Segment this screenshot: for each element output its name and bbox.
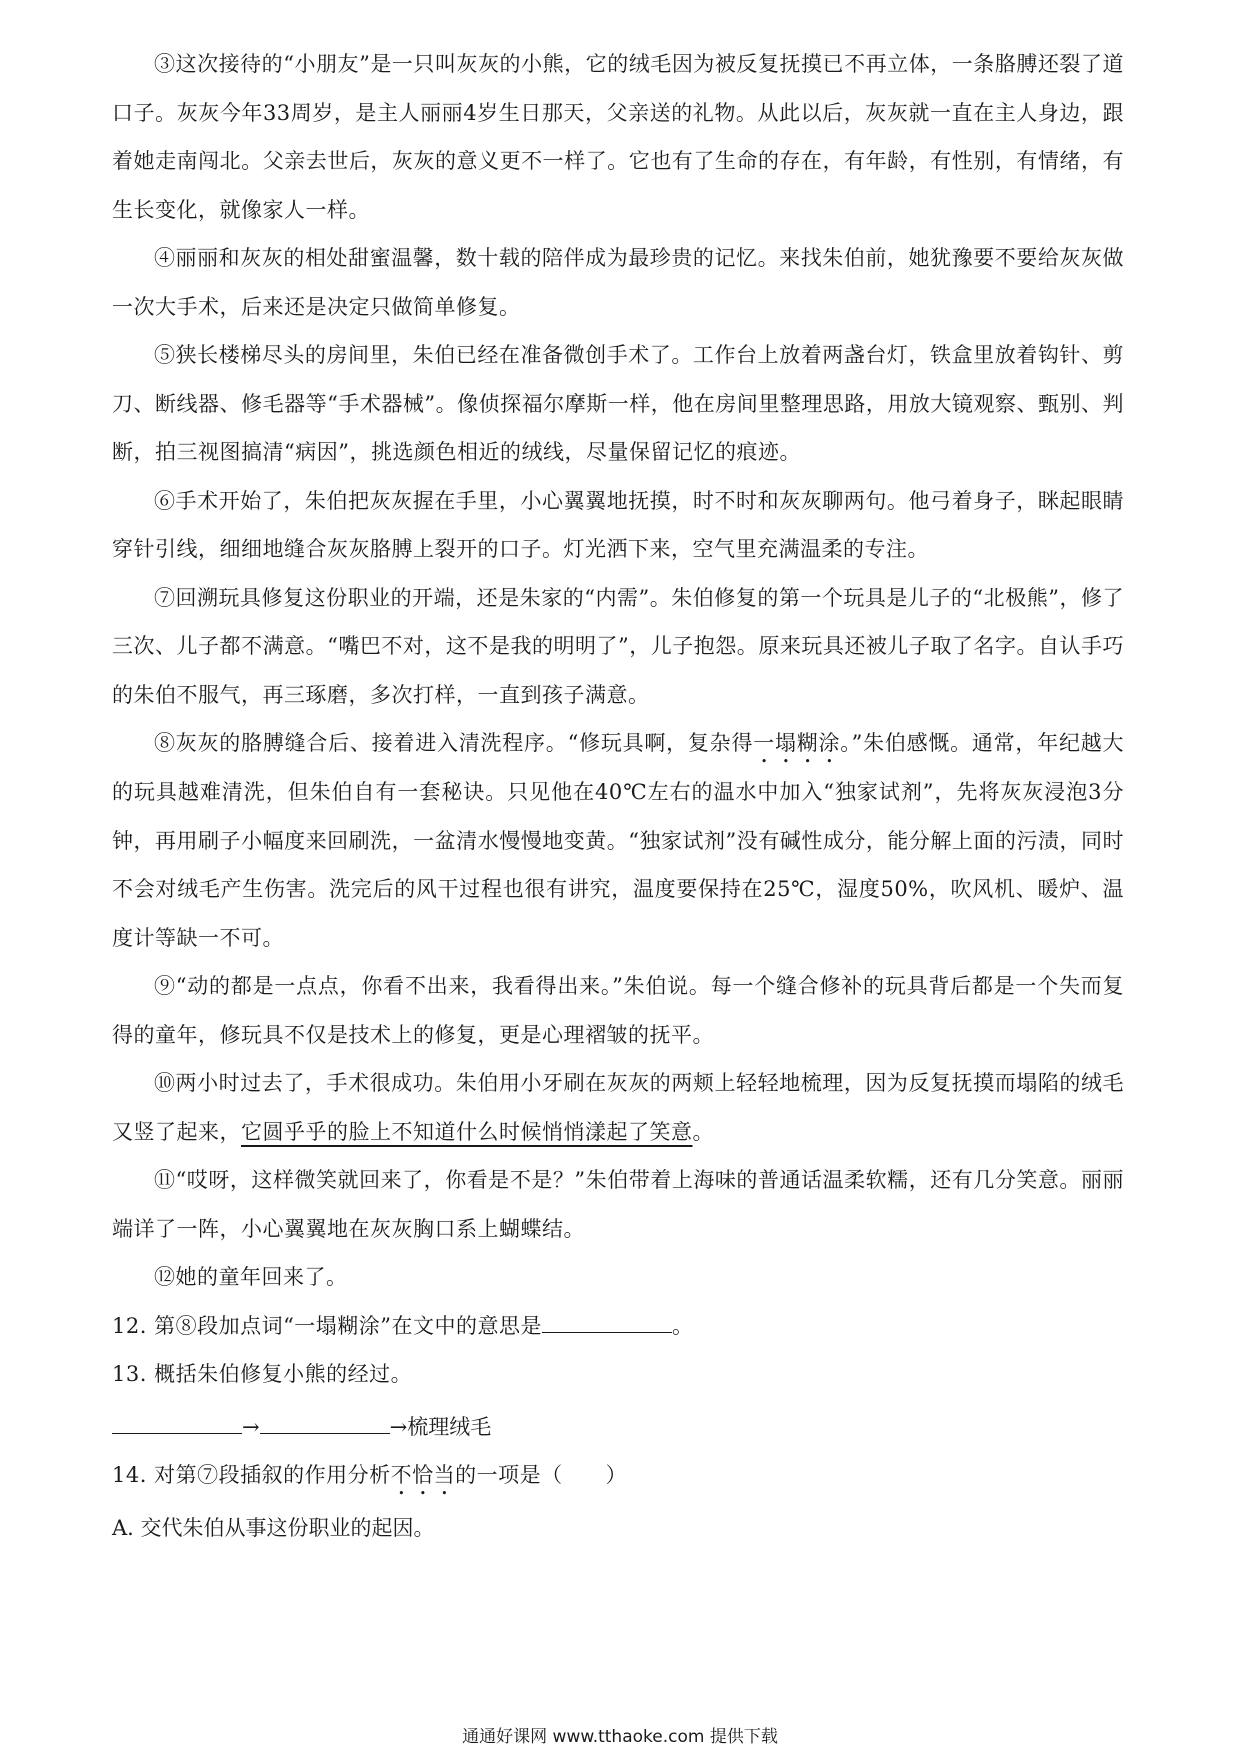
paragraph-5: ⑤狭长楼梯尽头的房间里，朱伯已经在准备微创手术了。工作台上放着两盏台灯，铁盒里放着钩针、剪刀、断线器、修毛器等“手术器械”。像侦探福尔摩斯一样，他在房间里整理思路，用放大镜观察、甄别、判断，拍三视图搞清“病因”，挑选颜色相近的绒线，尽量保留记忆的痕迹。 (112, 343, 1124, 464)
paragraph-9: ⑨“动的都是一点点，你看不出来，我看得出来。”朱伯说。每一个缝合修补的玩具背后都是一个失而复得的童年，修玩具不仅是技术上的修复，更是心理褶皱的抚平。 (112, 974, 1124, 1047)
question-12-text: 12. 第⑧段加点词“一塌糊涂”在文中的意思是 (112, 1313, 543, 1338)
paragraph-10-end: 。 (692, 1119, 714, 1144)
footer-watermark: 通通好课网 www.tthaoke.com 提供下载 (462, 1727, 778, 1747)
paragraph-3: ③这次接待的“小朋友”是一只叫灰灰的小熊，它的绒毛因为被反复抚摸已不再立体，一条胳膊还裂了道口子。灰灰今年33周岁，是主人丽丽4岁生日那天，父亲送的礼物。从此以后，灰灰就一直在主人身边，跟着她走南闯北。父亲去世后，灰灰的意义更不一样了。它也有了生命的存在，有年龄，有性别，有情绪，有生长变化，就像家人一样。 (112, 52, 1124, 222)
question-13: 13. 概括朱伯修复小熊的经过。 (112, 1362, 413, 1386)
question-14 (112, 1451, 1124, 1500)
arrow-icon: → (242, 1414, 260, 1439)
answer-blank-12[interactable] (542, 1310, 672, 1333)
question-14-start: 14. 对第⑦段插叙的作用分析 (112, 1463, 391, 1487)
paragraph-11: ⑪“哎呀，这样微笑就回来了，你看是不是？”朱伯带着上海味的普通话温柔软糯，还有几分笑意。丽丽端详了一阵，小心翼翼地在灰灰胸口系上蝴蝶结。 (112, 1168, 1124, 1241)
question-12-end: 。 (672, 1313, 694, 1338)
paragraph-4: ④丽丽和灰灰的相处甜蜜温馨，数十载的陪伴成为最珍贵的记忆。来找朱伯前，她犹豫要不要给灰灰做一次大手术，后来还是决定只做简单修复。 (112, 246, 1124, 319)
arrow-icon: → (389, 1414, 408, 1439)
question-13-end-step: 梳理绒毛 (407, 1414, 492, 1439)
paragraph-12: ⑫她的童年回来了。 (154, 1265, 348, 1289)
paragraph-6: ⑥手术开始了，朱伯把灰灰握在手里，小心翼翼地抚摸，时不时和灰灰聊两句。他弓着身子，眯起眼睛穿针引线，细细地缝合灰灰胳膊上裂开的口子。灯光洒下来，空气里充满温柔的专注。 (112, 488, 1124, 561)
paragraph-10-start: ⑩两小时过去了，手术很成功。朱伯用小牙刷在灰灰的两颊上轻轻地梳理，因为反复抚摸而塌陷的绒毛又竖了起来， (112, 1071, 1124, 1144)
underlined-sentence: 它圆乎乎的脸上不知道什么时候悄悄漾起了笑意 (241, 1119, 693, 1144)
question-13-answer-chain (112, 1399, 1124, 1452)
answer-blank-13b[interactable] (260, 1411, 390, 1434)
paragraph-8-rest: 。”朱伯感慨。通常，年纪越大的玩具越难清洗，但朱伯自有一套秘诀。只见他在40℃左右的温水中加入“独家试剂”，先将灰灰浸泡3分钟，再用刷子小幅度来回刷洗，一盆清水慢慢地变黄。“独家试剂”没有碱性成分，能分解上面的污渍，同时不会对绒毛产生伤害。洗完后的风干过程也很有讲究，温度要保持在25℃，湿度50%，吹风机、暖炉、温度计等缺一不可。 (112, 731, 1125, 950)
dotted-word: 一塌糊涂 (753, 731, 841, 755)
question-12 (112, 1302, 1124, 1351)
reading-passage (112, 40, 1124, 1553)
paragraph-7: ⑦回溯玩具修复这份职业的开端，还是朱家的“内需”。朱伯修复的第一个玩具是儿子的“北极熊”，修了三次、儿子都不满意。“嘴巴不对，这不是我的明明了”，儿子抱怨。原来玩具还被儿子取了名字。自认手巧的朱伯不服气，再三琢磨，多次打样，一直到孩子满意。 (112, 585, 1124, 707)
answer-blank-13a[interactable] (112, 1411, 242, 1434)
paragraph-8-start: ⑧灰灰的胳膊缝合后、接着进入清洗程序。“修玩具啊，复杂得 (154, 731, 754, 755)
dotted-keyword: 不恰当 (390, 1463, 456, 1487)
paragraph-8 (112, 719, 1124, 962)
option-a[interactable]: A. 交代朱伯从事这份职业的起因。 (112, 1516, 435, 1540)
question-14-end: 的一项是（ ） (455, 1463, 628, 1487)
paragraph-10 (112, 1059, 1124, 1156)
